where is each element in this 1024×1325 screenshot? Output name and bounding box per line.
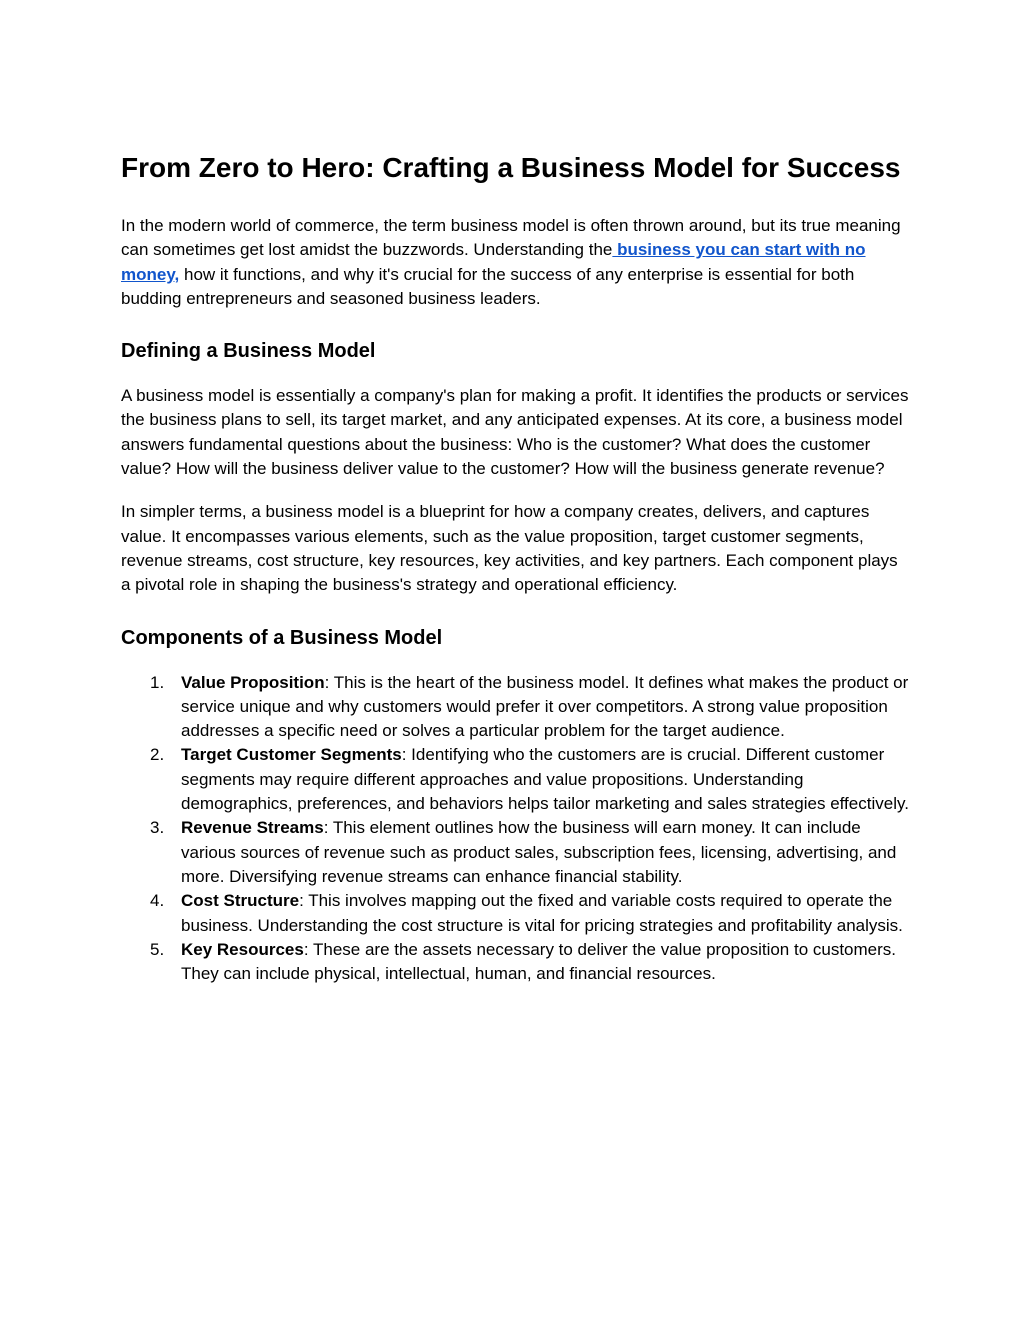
list-item — [121, 938, 911, 987]
list-item-number: 5. — [150, 939, 165, 959]
list-item — [121, 816, 911, 889]
business-no-money-link[interactable]: business you can start with no money, — [121, 240, 866, 284]
section-heading-components: Components of a Business Model — [121, 626, 443, 649]
components-list — [121, 671, 911, 987]
list-item-text: : This is the heart of the business model. It defines what makes the product or service unique and why customers would prefer it over competitors. A strong value proposition addresses a specific need or solves a particular problem for the target audience. — [181, 672, 909, 741]
document-page — [121, 150, 911, 986]
list-item — [121, 889, 911, 938]
list-item-text: : Identifying who the customers are is crucial. Different customer segments may require different approaches and value propositions. Understanding demographics, preferences, and behaviors helps tailor marketing and sales strategies effectively. — [181, 745, 909, 814]
list-item-term: Key Resources — [181, 939, 304, 959]
list-item-text: : This involves mapping out the fixed and variable costs required to operate the business. Understanding the cost structure is vital for pricing strategies and profitability analysis. — [181, 891, 903, 935]
list-item-term: Target Customer Segments — [181, 745, 402, 765]
list-item-term: Cost Structure — [181, 891, 300, 911]
list-item — [121, 743, 911, 816]
intro-text-before-link: In the modern world of commerce, the term business model is often thrown around, but its true meaning can sometimes get lost amidst the buzzwords. Understanding the — [121, 216, 901, 260]
defining-paragraph-2: In simpler terms, a business model is a blueprint for how a company creates, delivers, and captures value. It encompasses various elements, such as the value proposition, target customer segments, revenue streams, cost structure, key resources, key activities, and key partners. Each component plays a pivotal role in shaping the business's strategy and operational efficiency. — [121, 502, 898, 595]
list-item-term: Value Proposition — [181, 672, 325, 692]
list-item-term: Revenue Streams — [181, 818, 324, 838]
intro-paragraph — [121, 214, 911, 311]
defining-paragraph-1: A business model is essentially a company's plan for making a profit. It identifies the products or services the business plans to sell, its target market, and any anticipated expenses. At its core, a business model answers fundamental questions about the business: Who is the customer? What does the customer value? How will the business deliver value to the customer? How will the business generate revenue? — [121, 386, 909, 479]
list-item-number: 2. — [150, 745, 165, 765]
list-item — [121, 671, 911, 744]
list-item-number: 3. — [150, 818, 165, 838]
list-item-text: : This element outlines how the business will earn money. It can include various sources of revenue such as product sales, subscription fees, licensing, advertising, and more. Diversifying revenue streams can enhance financial stability. — [181, 818, 897, 886]
list-item-number: 1. — [150, 672, 165, 692]
section-heading-defining: Defining a Business Model — [121, 340, 376, 363]
intro-text-after-link: how it functions, and why it's crucial for the success of any enterprise is essential for both budding entrepreneurs and seasoned business leaders. — [121, 264, 855, 308]
list-item-number: 4. — [150, 891, 165, 911]
document-title: From Zero to Hero: Crafting a Business Model for Success — [121, 152, 901, 183]
list-item-text: : These are the assets necessary to deliver the value proposition to customers. They can include physical, intellectual, human, and financial resources. — [181, 939, 897, 984]
